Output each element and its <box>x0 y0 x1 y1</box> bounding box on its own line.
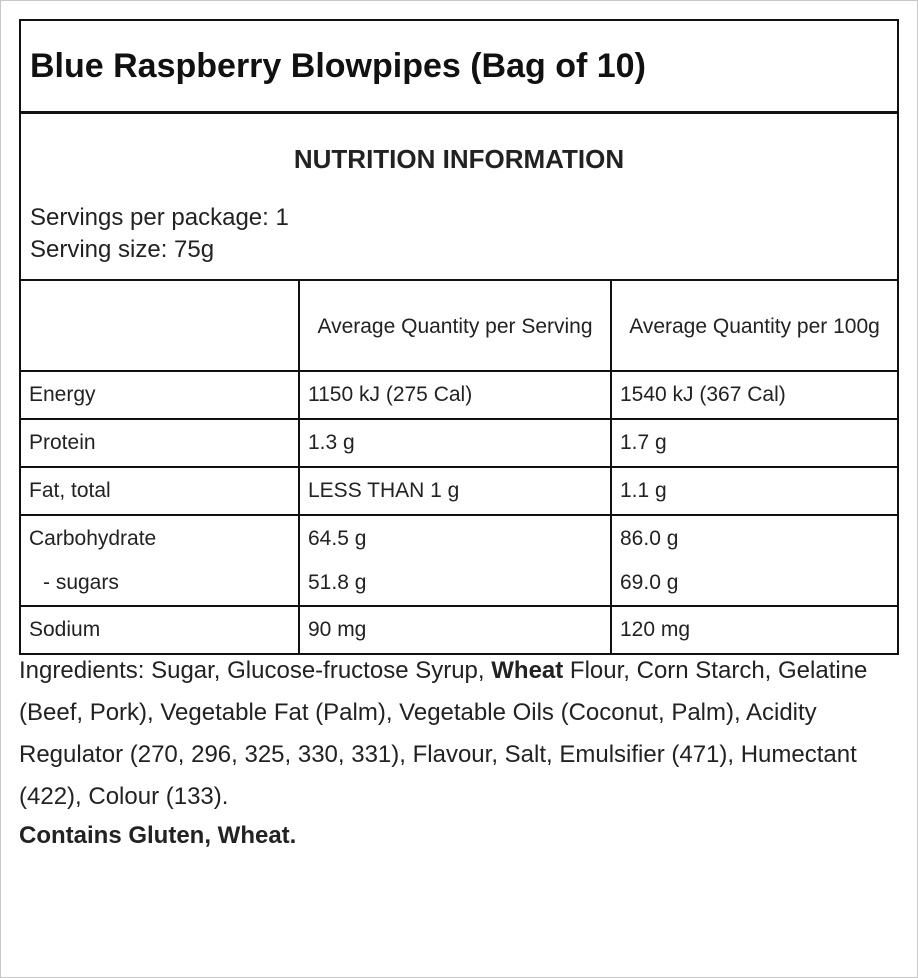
table-row <box>21 606 897 654</box>
per-100g-value: 1.1 g <box>611 467 897 515</box>
nutrient-name: Fat, total <box>21 467 299 515</box>
nutrition-panel <box>19 19 899 655</box>
table-row <box>21 515 897 606</box>
title-box <box>21 21 897 114</box>
per-100g-cell <box>611 515 897 606</box>
per-serving-value: 90 mg <box>299 606 611 654</box>
per-serving-value: 64.5 g <box>308 527 367 550</box>
nutrient-subname: - sugars <box>43 571 119 594</box>
nutrient-name: Protein <box>21 419 299 467</box>
servings-per-package: Servings per package: 1 <box>30 204 289 231</box>
per-serving-value: 1150 kJ (275 Cal) <box>299 371 611 419</box>
header-per-100g: Average Quantity per 100g <box>611 281 897 371</box>
per-100g-value: 69.0 g <box>620 571 679 594</box>
ingredients-suffix: Flour, Corn Starch, Gelatine (Beef, Pork), Vegetable Fat (Palm), Vegetable Oils (Coconut, Palm), Acidity Regulator (270, 296, 325, 330, 331), Flavour, Salt, Emulsifier (471), Humectant (422), Colour (133). <box>19 657 868 810</box>
nutrient-name: Energy <box>21 371 299 419</box>
header-blank-cell <box>21 281 299 371</box>
per-serving-value: LESS THAN 1 g <box>299 467 611 515</box>
nutrition-table <box>21 281 897 655</box>
per-serving-cell <box>299 515 611 606</box>
allergen-statement: Contains Gluten, Wheat. <box>19 822 297 849</box>
table-row <box>21 371 897 419</box>
nutrient-name-cell <box>21 515 299 606</box>
per-100g-value: 120 mg <box>611 606 897 654</box>
ingredients-text <box>19 650 899 818</box>
table-row <box>21 419 897 467</box>
per-100g-value: 1.7 g <box>611 419 897 467</box>
serving-size: Serving size: 75g <box>30 236 215 263</box>
header-per-serving: Average Quantity per Serving <box>299 281 611 371</box>
per-100g-value: 1540 kJ (367 Cal) <box>611 371 897 419</box>
per-serving-value: 1.3 g <box>299 419 611 467</box>
table-row <box>21 467 897 515</box>
nutrition-heading: NUTRITION INFORMATION <box>293 144 625 174</box>
product-title: Blue Raspberry Blowpipes (Bag of 10) <box>30 46 646 85</box>
per-100g-value: 86.0 g <box>620 527 679 550</box>
nutrition-info-box <box>21 114 897 281</box>
per-serving-value: 51.8 g <box>308 571 367 594</box>
table-header-row <box>21 281 897 371</box>
ingredients-prefix: Ingredients: Sugar, Glucose-fructose Syrup, <box>19 657 492 684</box>
nutrient-name: Carbohydrate <box>29 527 157 550</box>
ingredients-bold-word: Wheat <box>491 657 564 684</box>
nutrient-name: Sodium <box>21 606 299 654</box>
